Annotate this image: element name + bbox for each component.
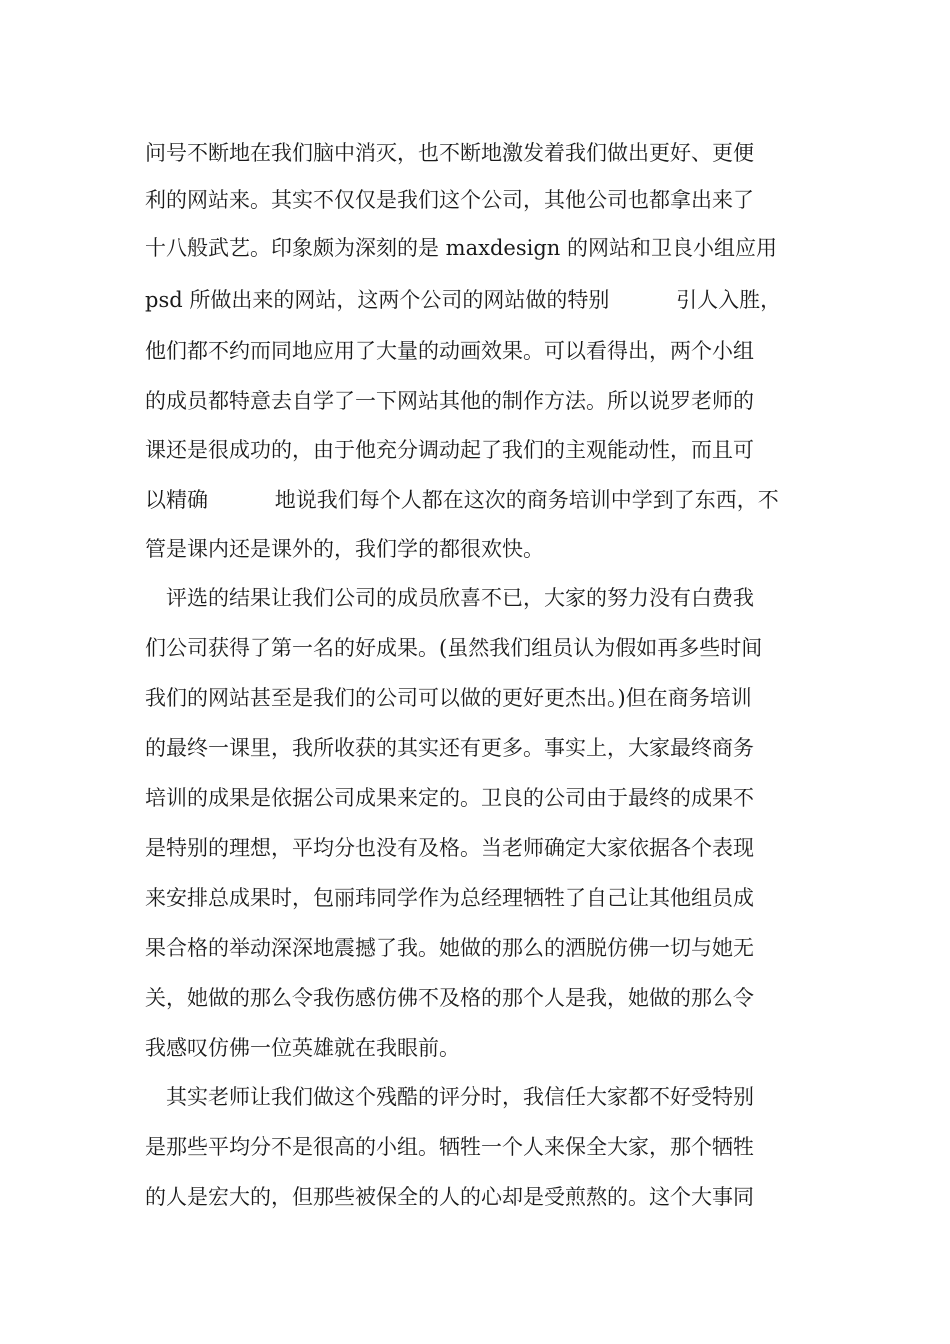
- paragraph-2-line-2: 们公司获得了第一名的好成果。(虽然我们组员认为假如再多些时间: [145, 636, 763, 660]
- paragraph-3-line-3: 的人是宏大的，但那些被保全的人的心却是受煎熬的。这个大事同: [145, 1185, 754, 1209]
- paragraph-3-line-1: 其实老师让我们做这个残酷的评分时，我信任大家都不好受特别: [166, 1085, 754, 1109]
- paragraph-2-line-4: 的最终一课里，我所收获的其实还有更多。事实上，大家最终商务: [145, 736, 754, 760]
- paragraph-1-line-5: 他们都不约而同地应用了大量的动画效果。可以看得出，两个小组: [145, 339, 754, 363]
- paragraph-2-line-3: 我们的网站甚至是我们的公司可以做的更好更杰出。)但在商务培训: [145, 686, 752, 710]
- paragraph-1-line-8: 以精确 地说我们每个人都在这次的商务培训中学到了东西，不: [145, 488, 779, 512]
- paragraph-1-line-7: 课还是很成功的，由于他充分调动起了我们的主观能动性，而且可: [145, 438, 754, 462]
- paragraph-2-line-7: 来安排总成果时，包丽玮同学作为总经理牺牲了自己让其他组员成: [145, 886, 754, 910]
- paragraph-3-line-2: 是那些平均分不是很高的小组。牺牲一个人来保全大家，那个牺牲: [145, 1135, 754, 1159]
- paragraph-2-line-10: 我感叹仿佛一位英雄就在我眼前。: [145, 1036, 460, 1060]
- paragraph-2-line-6: 是特别的理想，平均分也没有及格。当老师确定大家依据各个表现: [145, 836, 754, 860]
- paragraph-1-line-9: 管是课内还是课外的，我们学的都很欢快。: [145, 537, 544, 561]
- paragraph-2-line-8: 果合格的举动深深地震撼了我。她做的那么的洒脱仿佛一切与她无: [145, 936, 754, 960]
- paragraph-1-line-4: psd 所做出来的网站，这两个公司的网站做的特别 引人入胜，: [145, 288, 782, 312]
- paragraph-1-line-2: 利的网站来。其实不仅仅是我们这个公司，其他公司也都拿出来了: [145, 188, 754, 212]
- paragraph-1-line-3: 十八般武艺。印象颇为深刻的是 maxdesign 的网站和卫良小组应用: [145, 236, 777, 260]
- paragraph-2-line-9: 关，她做的那么令我伤感仿佛不及格的那个人是我，她做的那么令: [145, 986, 754, 1010]
- paragraph-2-line-1: 评选的结果让我们公司的成员欣喜不已，大家的努力没有白费我: [166, 586, 754, 610]
- paragraph-2-line-5: 培训的成果是依据公司成果来定的。卫良的公司由于最终的成果不: [145, 786, 754, 810]
- paragraph-1-line-1: 问号不断地在我们脑中消灭，也不断地激发着我们做出更好、更便: [145, 141, 754, 165]
- paragraph-1-line-6: 的成员都特意去自学了一下网站其他的制作方法。所以说罗老师的: [145, 389, 754, 413]
